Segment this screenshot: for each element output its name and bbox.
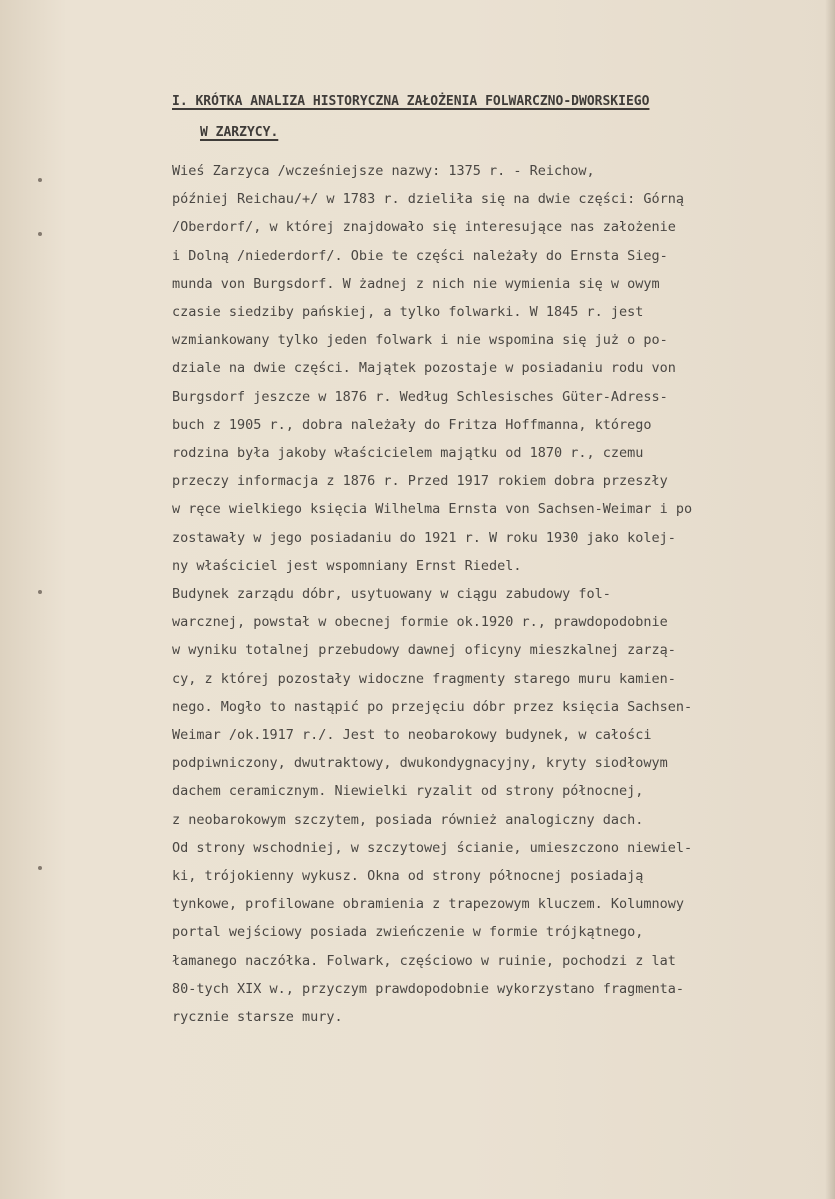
text-line: w wyniku totalnej przebudowy dawnej oficyny mieszkalnej zarzą- <box>172 642 676 659</box>
text-line: warcznej, powstał w obecnej formie ok.1920 r., prawdopodobnie <box>172 614 668 631</box>
text-line: ki, trójokienny wykusz. Okna od strony północnej posiadają <box>172 868 644 884</box>
text-line: /Oberdorf/, w której znajdowało się interesujące nas założenie <box>172 219 676 236</box>
text-line: munda von Burgsdorf. W żadnej z nich nie wymienia się w owym <box>172 275 660 292</box>
text-line: wzmiankowany tylko jeden folwark i nie wspomina się już o po- <box>172 332 668 349</box>
text-line: łamanego naczółka. Folwark, częściowo w ruinie, pochodzi z lat <box>172 952 676 969</box>
text-line: czasie siedziby pańskiej, a tylko folwarki. W 1845 r. jest <box>172 304 644 320</box>
text-line: dziale na dwie części. Majątek pozostaje w posiadaniu rodu von <box>172 360 676 377</box>
text-line: Od strony wschodniej, w szczytowej ścianie, umieszczono niewiel- <box>172 839 693 856</box>
text-line: z neobarokowym szczytem, posiada również analogiczny dach. <box>172 811 644 828</box>
text-line: buch z 1905 r., dobra należały do Fritza Hoffmanna, którego <box>172 416 652 433</box>
punch-hole-mark <box>38 232 42 236</box>
text-line: nego. Mogło to nastąpić po przejęciu dóbr przez księcia Sachsen- <box>172 698 693 715</box>
section-heading-line-1: I. KRÓTKA ANALIZA HISTORYCZNA ZAŁOŻENIA FOLWARCZNO-DWORSKIEGO <box>172 94 650 109</box>
text-line: ny właściciel jest wspomniany Ernst Riedel. <box>172 557 522 574</box>
text-line: Budynek zarządu dóbr, usytuowany w ciągu zabudowy fol- <box>172 586 611 602</box>
text-line: rodzina była jakoby właścicielem majątku od 1870 r., czemu <box>172 445 644 461</box>
text-line: rycznie starsze mury. <box>172 1009 343 1025</box>
text-line: dachem ceramicznym. Niewielki ryzalit od strony północnej, <box>172 783 644 800</box>
text-line: przeczy informacja z 1876 r. Przed 1917 rokiem dobra przeszły <box>172 473 668 490</box>
text-line: portal wejściowy posiada zwieńczenie w formie trójkątnego, <box>172 924 644 941</box>
text-line: tynkowe, profilowane obramienia z trapezowym kluczem. Kolumnowy <box>172 896 685 913</box>
text-line: Burgsdorf jeszcze w 1876 r. Według Schlesisches Güter-Adress- <box>172 388 668 405</box>
text-line: 80-tych XIX w., przyczym prawdopodobnie wykorzystano fragmenta- <box>172 980 685 997</box>
punch-hole-mark <box>38 178 42 182</box>
text-line: później Reichau/+/ w 1783 r. dzieliła się na dwie części: Górną <box>172 191 685 208</box>
punch-hole-mark <box>38 866 42 870</box>
text-line: Wieś Zarzyca /wcześniejsze nazwy: 1375 r. - Reichow, <box>172 163 595 179</box>
text-line: i Dolną /niederdorf/. Obie te części należały do Ernsta Sieg- <box>172 247 668 264</box>
text-line: podpiwniczony, dwutraktowy, dwukondygnacyjny, kryty siodłowym <box>172 755 668 772</box>
text-line: Weimar /ok.1917 r./. Jest to neobarokowy budynek, w całości <box>172 727 652 743</box>
punch-hole-mark <box>38 590 42 594</box>
text-line: zostawały w jego posiadaniu do 1921 r. W roku 1930 jako kolej- <box>172 529 676 546</box>
text-line: cy, z której pozostały widoczne fragmenty starego muru kamien- <box>172 670 676 687</box>
text-line: w ręce wielkiego księcia Wilhelma Ernsta von Sachsen-Weimar i po <box>172 501 693 518</box>
section-heading-line-2: W ZARZYCY. <box>200 125 279 140</box>
